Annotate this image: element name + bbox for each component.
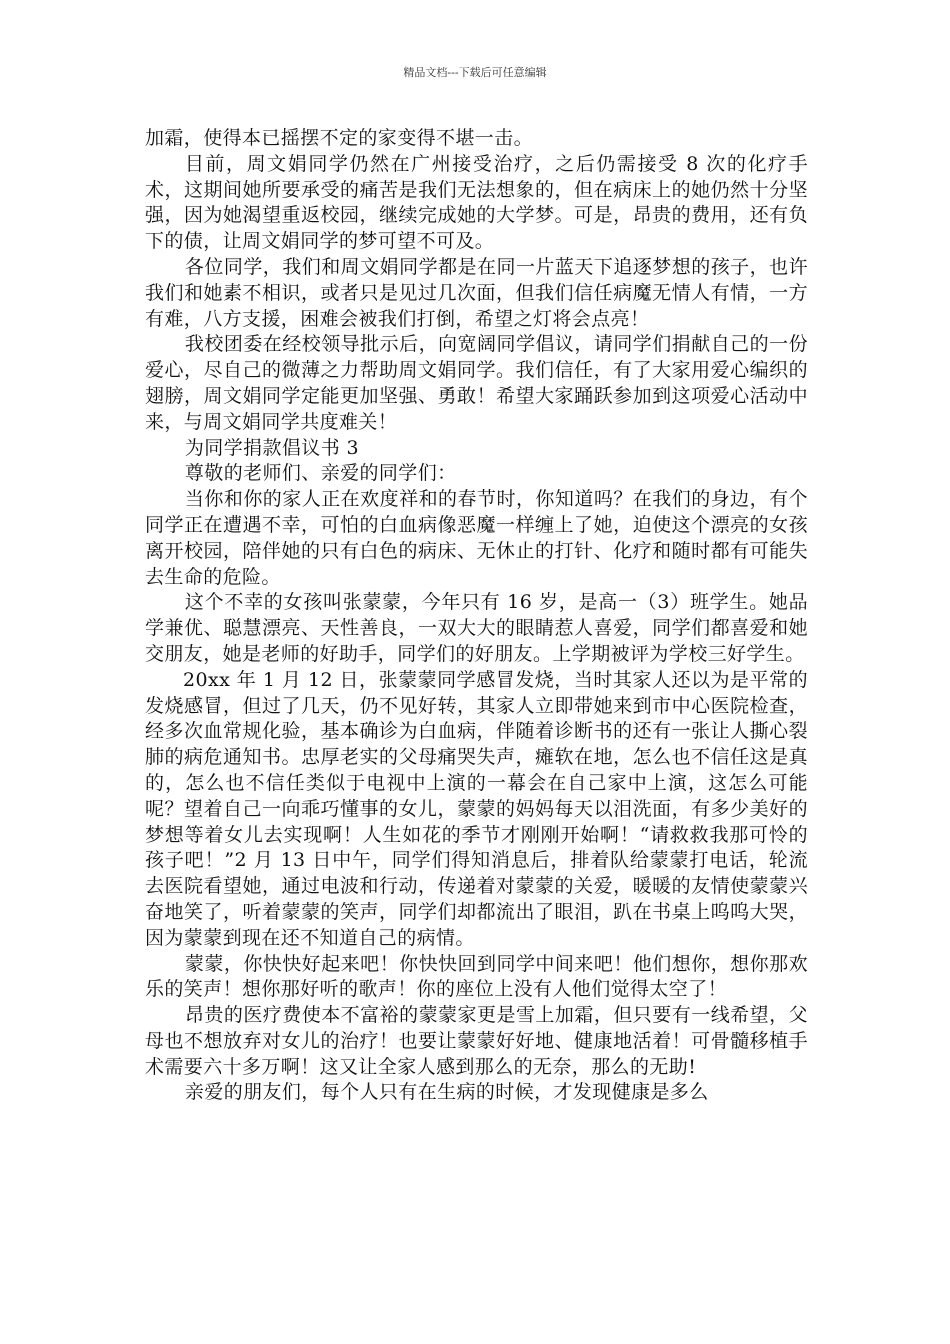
paragraph-closing: 亲爱的朋友们，每个人只有在生病的时候，才发现健康是多么 (184, 1081, 709, 1104)
section-title: 为同学捐款倡议书 3 (184, 436, 360, 459)
paragraph-appeal: 各位同学，我们和周文娟同学都是在同一片蓝天下追逐梦想的孩子，也许我们和她素不相识，或者只是见过几次面，但我们信任病魔无情人有情，一方有难，八方支援，困难会被我们打倒，希望之灯将会点亮！ (145, 255, 808, 330)
paragraph-student: 这个不幸的女孩叫张蒙蒙，今年只有 16 岁，是高一（3）班学生。她品学兼优、聪慧漂亮、天性善良，一双大大的眼睛惹人喜爱，同学们都喜爱和她交朋友，她是老师的好助手，同学们的好朋友。上学期被评为学校三好学生。 (145, 591, 808, 665)
paragraph-initiative: 我校团委在经校领导批示后，向宽阔同学倡议，请同学们捐献自己的一份爱心，尽自己的微薄之力帮助周文娟同学。我们信任，有了大家用爱心编织的翅膀，周文娟同学定能更加坚强、勇敢！希望大家踊跃参加到这项爱心活动中来，与周文娟同学共度难关！ (145, 333, 808, 433)
paragraph-cost: 昂贵的医疗费使本不富裕的蒙蒙家更是雪上加霜，但只要有一线希望，父母也不想放弃对女儿的治疗！也要让蒙蒙好好地、健康地活着！可骨髓移植手术需要六十多万啊！这又让全家人感到那么的无奈，那么的无助! (145, 1004, 808, 1078)
salutation: 尊敬的老师们、亲爱的同学们： (184, 462, 457, 485)
paragraph-continuation: 加霜，使得本已摇摆不定的家变得不堪一击。 (145, 127, 534, 149)
paragraph-wish: 蒙蒙，你快快好起来吧！你快快回到同学中间来吧！他们想你，想你那欢乐的笑声！想你那好听的歌声！你的座位上没有人他们觉得太空了！ (145, 952, 808, 1001)
paragraph-treatment: 目前，周文娟同学仍然在广州接受治疗，之后仍需接受 8 次的化疗手术，这期间她所要承受的痛苦是我们无法想象的，但在病床上的她仍然十分坚强，因为她渴望重返校园，继续完成她的大学梦。可是，昂贵的费用，还有负下的债，让周文娟同学的梦可望不可及。 (145, 152, 808, 253)
paragraph-intro: 当你和你的家人正在欢度祥和的春节时，你知道吗？在我们的身边，有个同学正在遭遇不幸，可怕的白血病像恶魔一样缠上了她，迫使这个漂亮的女孩离开校园，陪伴她的只有白色的病床、无休止的打针、化疗和随时都有可能失去生命的危险。 (145, 488, 808, 588)
document-body (145, 126, 808, 1106)
paragraph-diagnosis: 20xx 年 1 月 12 日，张蒙蒙同学感冒发烧，当时其家人还以为是平常的发烧感冒，但过了几天，仍不见好转，其家人立即带她来到市中心医院检查，经多次血常规化验，基本确诊为白血病，伴随着诊断书的还有一张让人撕心裂肺的病危通知书。忠厚老实的父母痛哭失声，瘫软在地，怎么也不信任这是真的，怎么也不信任类似于电视中上演的一幕会在自己家中上演，这怎么可能呢？望着自己一向乖巧懂事的女儿，蒙蒙的妈妈每天以泪洗面，有多少美好的梦想等着女儿去实现啊！人生如花的季节才刚刚开始啊！“请救救我那可怜的孩子吧！”2 月 13 日中午，同学们得知消息后，排着队给蒙蒙打电话，轮流去医院看望她，通过电波和行动，传递着对蒙蒙的关爱，暖暖的友情使蒙蒙兴奋地笑了，听着蒙蒙的笑声，同学们却都流出了眼泪，趴在书桌上呜呜大哭，因为蒙蒙到现在还不知道自己的病情。 (145, 668, 808, 949)
page-header: 精品文档---下载后可任意编辑 (403, 66, 547, 79)
